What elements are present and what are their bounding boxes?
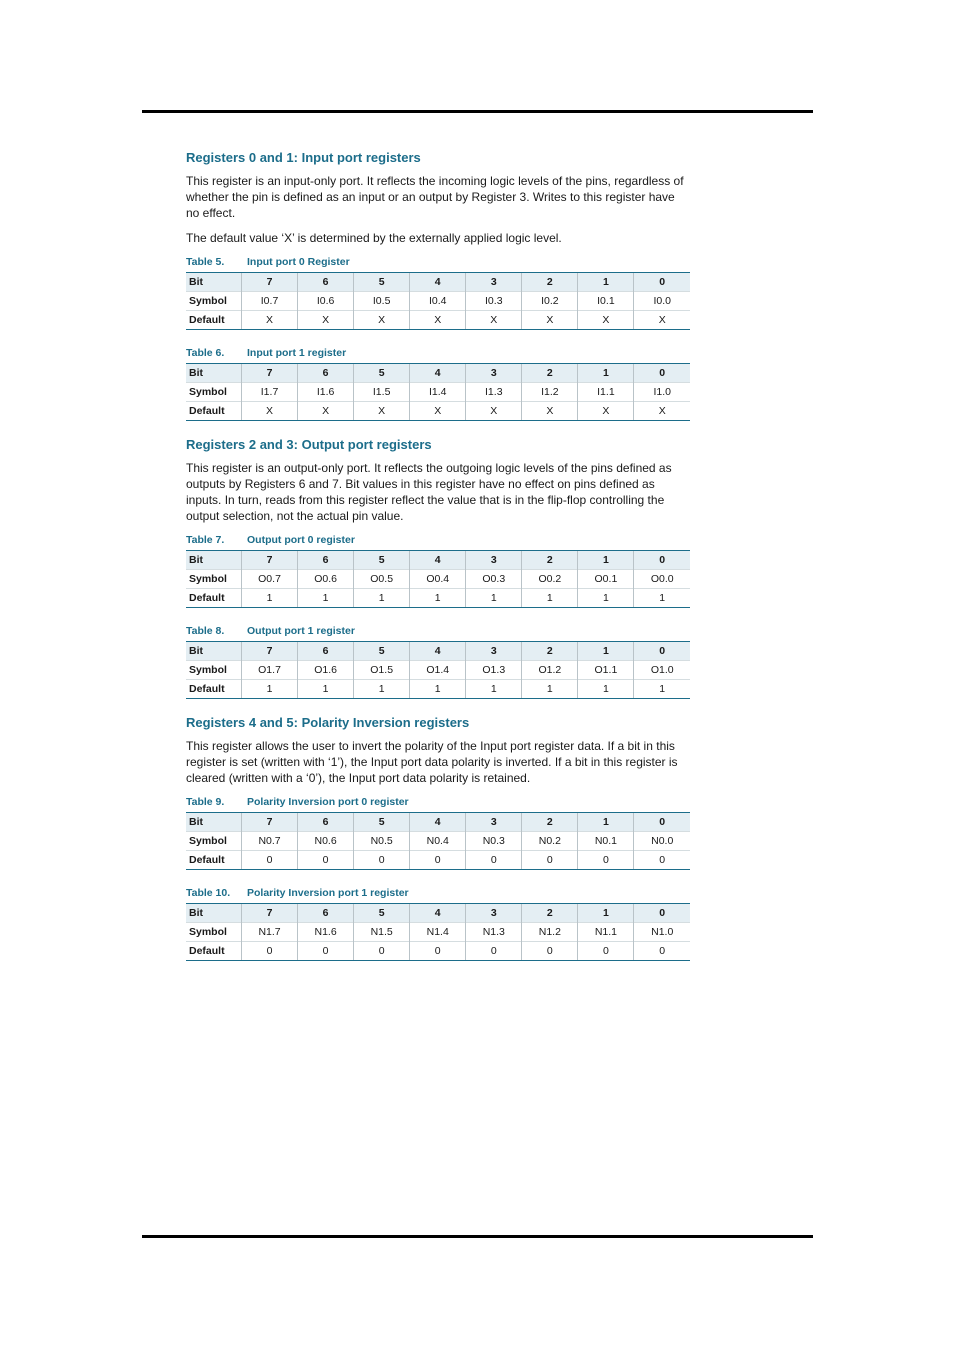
table-cell: O0.0 — [634, 570, 690, 589]
table-cell: N1.2 — [522, 923, 578, 942]
body-paragraph: This register is an input-only port. It reflects the incoming logic levels of the pins, regardless of whether the pin is defined as an input or an output by Register 3. Writes to this register have no effect. — [186, 174, 684, 220]
footer-rule — [142, 1235, 813, 1238]
register-table — [186, 550, 690, 608]
table-cell: 6 — [298, 813, 354, 832]
table-cell: X — [466, 311, 522, 330]
table-cell: 5 — [354, 813, 410, 832]
table-cell: 1 — [634, 589, 690, 608]
table-cell: 6 — [298, 273, 354, 292]
table-caption — [186, 255, 690, 269]
register-table — [186, 641, 690, 699]
body-paragraph: This register allows the user to invert the polarity of the Input port register data. If a bit in this register is set (written with ‘1’), the Input port data polarity is inverted. If a bit in this register is cleared (written with a ‘0’), the Input port data polarity is retained. — [186, 739, 678, 785]
table-cell: 0 — [242, 851, 298, 870]
row-label: Bit — [186, 551, 242, 570]
row-label: Bit — [186, 364, 242, 383]
row-label: Default — [186, 589, 242, 608]
table-cell: 1 — [578, 904, 634, 923]
table-cell: 7 — [242, 551, 298, 570]
table-cell: 0 — [522, 942, 578, 961]
table-cell: 0 — [298, 942, 354, 961]
row-label: Default — [186, 851, 242, 870]
table-cell: 1 — [522, 589, 578, 608]
table-cell: O0.2 — [522, 570, 578, 589]
table-cell: 0 — [634, 904, 690, 923]
table-cell: O1.6 — [298, 661, 354, 680]
table-cell: I0.2 — [522, 292, 578, 311]
row-label: Symbol — [186, 570, 242, 589]
table-cell: N0.4 — [410, 832, 466, 851]
table-cell: 0 — [634, 851, 690, 870]
table-cell: O1.2 — [522, 661, 578, 680]
table-title: Input port 1 register — [247, 347, 347, 359]
table-cell: N1.0 — [634, 923, 690, 942]
register-section — [186, 715, 690, 961]
table-cell: O1.5 — [354, 661, 410, 680]
table-row — [186, 589, 690, 608]
table-cell: 2 — [522, 273, 578, 292]
table-row — [186, 551, 690, 570]
table-cell: O0.5 — [354, 570, 410, 589]
table-title: Polarity Inversion port 0 register — [247, 796, 409, 808]
table-caption — [186, 795, 690, 809]
table-cell: O1.0 — [634, 661, 690, 680]
table-cell: N0.7 — [242, 832, 298, 851]
table-cell: 1 — [466, 589, 522, 608]
row-label: Symbol — [186, 383, 242, 402]
table-row — [186, 273, 690, 292]
table-cell: O0.4 — [410, 570, 466, 589]
table-cell: 1 — [354, 589, 410, 608]
table-cell: 6 — [298, 904, 354, 923]
row-label: Default — [186, 680, 242, 699]
table-row — [186, 402, 690, 421]
table-number: Table 10. — [186, 887, 231, 899]
table-cell: I0.5 — [354, 292, 410, 311]
row-label: Bit — [186, 642, 242, 661]
table-cell: 7 — [242, 273, 298, 292]
table-cell: 0 — [466, 851, 522, 870]
table-cell: N0.2 — [522, 832, 578, 851]
table-cell: X — [578, 402, 634, 421]
table-cell: 5 — [354, 273, 410, 292]
table-cell: 1 — [578, 642, 634, 661]
section-heading: Registers 4 and 5: Polarity Inversion registers — [186, 715, 470, 730]
body-paragraph: This register is an output-only port. It reflects the outgoing logic levels of the pins defined as outputs by Registers 6 and 7. Bit values in this register have no effect on pins defined as inputs. In turn, reads from this register reflect the value that is in the flip-flop controlling the output selection, not the actual pin value. — [186, 461, 672, 523]
table-cell: 5 — [354, 364, 410, 383]
table-cell: 3 — [466, 364, 522, 383]
table-cell: N0.1 — [578, 832, 634, 851]
table-cell: 0 — [578, 851, 634, 870]
table-cell: 4 — [410, 551, 466, 570]
body-paragraph: The default value ‘X’ is determined by the externally applied logic level. — [186, 231, 562, 245]
table-cell: 2 — [522, 642, 578, 661]
table-cell: N1.1 — [578, 923, 634, 942]
table-cell: O0.1 — [578, 570, 634, 589]
table-cell: 0 — [578, 942, 634, 961]
table-cell: 1 — [466, 680, 522, 699]
table-number: Table 5. — [186, 256, 225, 268]
table-cell: 5 — [354, 551, 410, 570]
table-number: Table 8. — [186, 625, 225, 637]
table-cell: 4 — [410, 642, 466, 661]
table-cell: X — [466, 402, 522, 421]
table-cell: 2 — [522, 364, 578, 383]
table-cell: O0.3 — [466, 570, 522, 589]
table-title: Input port 0 Register — [247, 256, 350, 268]
table-cell: 0 — [466, 942, 522, 961]
table-cell: X — [298, 311, 354, 330]
table-cell: 1 — [242, 680, 298, 699]
table-caption — [186, 886, 690, 900]
table-caption — [186, 624, 690, 638]
table-row — [186, 311, 690, 330]
table-cell: 0 — [410, 942, 466, 961]
table-cell: 0 — [634, 813, 690, 832]
register-table — [186, 903, 690, 961]
table-row — [186, 680, 690, 699]
table-cell: 1 — [354, 680, 410, 699]
table-cell: 0 — [354, 851, 410, 870]
row-label: Symbol — [186, 661, 242, 680]
table-cell: 7 — [242, 642, 298, 661]
table-cell: 4 — [410, 364, 466, 383]
table-cell: 3 — [466, 904, 522, 923]
table-cell: O1.4 — [410, 661, 466, 680]
table-cell: 1 — [298, 589, 354, 608]
table-cell: N1.4 — [410, 923, 466, 942]
table-cell: I1.1 — [578, 383, 634, 402]
table-cell: 1 — [578, 273, 634, 292]
table-cell: 5 — [354, 904, 410, 923]
table-cell: O0.6 — [298, 570, 354, 589]
table-cell: 0 — [634, 551, 690, 570]
table-cell: 4 — [410, 273, 466, 292]
table-cell: 0 — [634, 364, 690, 383]
table-cell: I1.7 — [242, 383, 298, 402]
table-cell: 0 — [634, 942, 690, 961]
table-number: Table 7. — [186, 534, 225, 546]
table-cell: X — [578, 311, 634, 330]
table-cell: 0 — [634, 642, 690, 661]
table-cell: 7 — [242, 364, 298, 383]
table-cell: I0.7 — [242, 292, 298, 311]
table-cell: 1 — [242, 589, 298, 608]
row-label: Symbol — [186, 292, 242, 311]
table-row — [186, 364, 690, 383]
table-cell: I0.1 — [578, 292, 634, 311]
table-cell: I1.3 — [466, 383, 522, 402]
register-table — [186, 812, 690, 870]
table-cell: I1.6 — [298, 383, 354, 402]
table-cell: X — [242, 311, 298, 330]
table-cell: 1 — [522, 680, 578, 699]
table-cell: I0.3 — [466, 292, 522, 311]
table-cell: 2 — [522, 813, 578, 832]
row-label: Symbol — [186, 923, 242, 942]
table-cell: N1.7 — [242, 923, 298, 942]
table-cell: N1.5 — [354, 923, 410, 942]
table-cell: N0.0 — [634, 832, 690, 851]
register-table — [186, 363, 690, 421]
table-cell: I1.0 — [634, 383, 690, 402]
table-cell: 6 — [298, 551, 354, 570]
table-cell: 1 — [578, 364, 634, 383]
table-row — [186, 851, 690, 870]
table-cell: 3 — [466, 273, 522, 292]
table-cell: 1 — [578, 551, 634, 570]
table-cell: N0.3 — [466, 832, 522, 851]
register-table — [186, 272, 690, 330]
table-cell: 3 — [466, 642, 522, 661]
table-cell: I1.2 — [522, 383, 578, 402]
table-cell: I0.4 — [410, 292, 466, 311]
table-row — [186, 832, 690, 851]
table-cell: 1 — [410, 680, 466, 699]
table-row — [186, 642, 690, 661]
table-cell: X — [242, 402, 298, 421]
table-row — [186, 292, 690, 311]
table-cell: 6 — [298, 642, 354, 661]
table-cell: X — [298, 402, 354, 421]
table-cell: 1 — [578, 813, 634, 832]
table-caption — [186, 533, 690, 547]
table-cell: 1 — [578, 589, 634, 608]
table-cell: O0.7 — [242, 570, 298, 589]
document-body — [186, 150, 690, 977]
table-cell: X — [634, 402, 690, 421]
table-cell: N0.5 — [354, 832, 410, 851]
table-cell: 4 — [410, 904, 466, 923]
table-cell: X — [634, 311, 690, 330]
table-cell: O1.1 — [578, 661, 634, 680]
table-cell: 1 — [634, 680, 690, 699]
row-label: Default — [186, 402, 242, 421]
table-row — [186, 813, 690, 832]
table-cell: I0.6 — [298, 292, 354, 311]
table-cell: 0 — [354, 942, 410, 961]
section-heading: Registers 0 and 1: Input port registers — [186, 150, 421, 165]
row-label: Default — [186, 942, 242, 961]
table-cell: O1.7 — [242, 661, 298, 680]
row-label: Bit — [186, 904, 242, 923]
table-cell: 3 — [466, 551, 522, 570]
header-rule — [142, 110, 813, 113]
table-number: Table 9. — [186, 796, 225, 808]
row-label: Symbol — [186, 832, 242, 851]
table-cell: 0 — [634, 273, 690, 292]
section-heading: Registers 2 and 3: Output port registers — [186, 437, 432, 452]
table-row — [186, 923, 690, 942]
table-cell: X — [522, 311, 578, 330]
table-cell: 2 — [522, 551, 578, 570]
table-cell: 0 — [522, 851, 578, 870]
table-title: Output port 1 register — [247, 625, 355, 637]
table-cell: 3 — [466, 813, 522, 832]
table-cell: 7 — [242, 904, 298, 923]
register-section — [186, 437, 690, 699]
table-cell: X — [410, 311, 466, 330]
table-cell: X — [354, 402, 410, 421]
table-cell: I0.0 — [634, 292, 690, 311]
table-caption — [186, 346, 690, 360]
table-cell: 0 — [410, 851, 466, 870]
table-cell: I1.4 — [410, 383, 466, 402]
table-cell: 4 — [410, 813, 466, 832]
row-label: Default — [186, 311, 242, 330]
table-cell: 5 — [354, 642, 410, 661]
table-cell: 2 — [522, 904, 578, 923]
table-row — [186, 383, 690, 402]
table-cell: 7 — [242, 813, 298, 832]
table-cell: 6 — [298, 364, 354, 383]
table-cell: X — [410, 402, 466, 421]
table-cell: X — [354, 311, 410, 330]
table-cell: O1.3 — [466, 661, 522, 680]
table-cell: 1 — [410, 589, 466, 608]
table-row — [186, 661, 690, 680]
table-cell: 1 — [578, 680, 634, 699]
table-row — [186, 942, 690, 961]
table-cell: I1.5 — [354, 383, 410, 402]
table-cell: 0 — [242, 942, 298, 961]
row-label: Bit — [186, 813, 242, 832]
table-cell: 1 — [298, 680, 354, 699]
table-title: Polarity Inversion port 1 register — [247, 887, 409, 899]
table-cell: N1.6 — [298, 923, 354, 942]
table-number: Table 6. — [186, 347, 225, 359]
table-row — [186, 904, 690, 923]
table-cell: N1.3 — [466, 923, 522, 942]
table-cell: X — [522, 402, 578, 421]
table-title: Output port 0 register — [247, 534, 355, 546]
table-row — [186, 570, 690, 589]
table-cell: 0 — [298, 851, 354, 870]
row-label: Bit — [186, 273, 242, 292]
register-section — [186, 150, 690, 421]
table-cell: N0.6 — [298, 832, 354, 851]
